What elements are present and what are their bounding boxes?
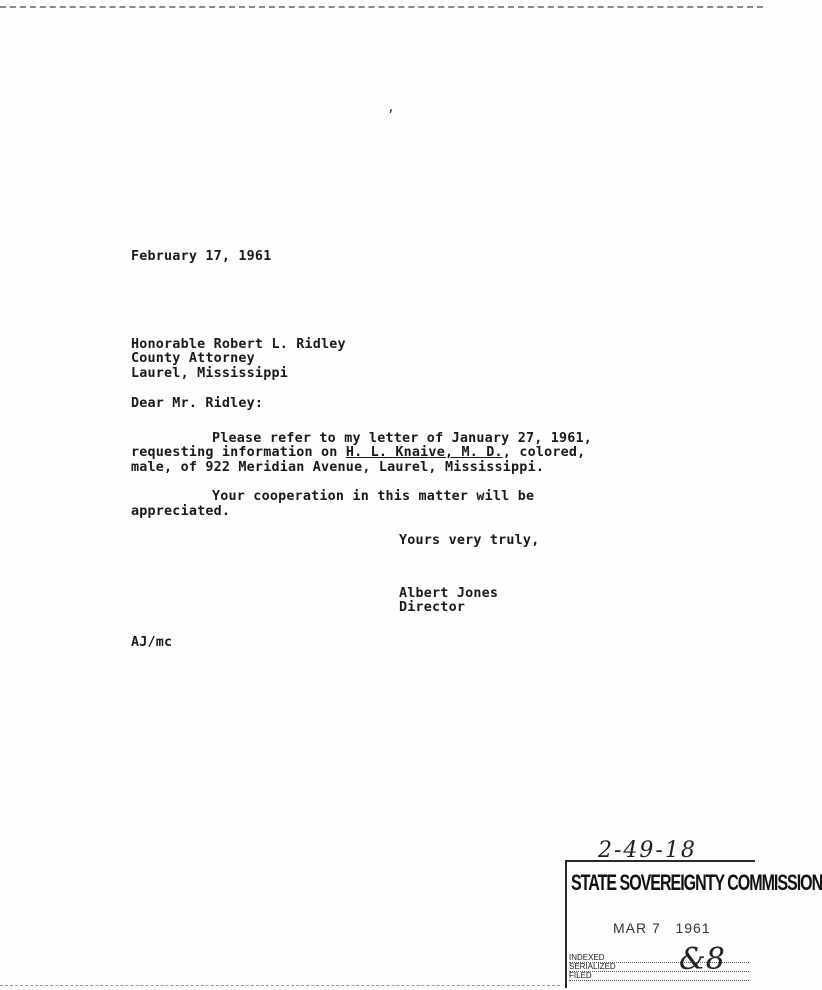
top-border — [0, 0, 763, 8]
salutation: Dear Mr. Ridley: — [131, 396, 264, 411]
stray-mark: ʼ — [387, 108, 395, 122]
bottom-border — [0, 985, 560, 986]
text-segment: , colored, — [502, 445, 586, 460]
address-line: Laurel, Mississippi — [131, 365, 288, 381]
stamp-field-filed: FILED — [569, 972, 749, 981]
commission-stamp — [565, 860, 822, 988]
closing: Yours very truly, — [399, 533, 540, 548]
paragraph-line: appreciated. — [131, 503, 231, 519]
paragraph-line: Please refer to my letter of January 27, 1961, — [212, 430, 593, 446]
paragraph-line: male, of 922 Meridian Avenue, Laurel, Mississippi. — [131, 459, 545, 475]
stamp-field-serialized: SERIALIZED — [569, 963, 749, 972]
signer-title: Director — [399, 600, 466, 615]
paragraph-line — [131, 446, 671, 461]
signature-block — [399, 587, 671, 616]
recipient-address — [131, 338, 671, 382]
paragraph-1 — [131, 432, 671, 476]
address-line: Honorable Robert L. Ridley — [131, 336, 346, 352]
letter-date: February 17, 1961 — [131, 249, 272, 264]
stamp-date: MAR 7 1961 — [613, 920, 711, 936]
handwritten-file-number: 2-49-18 — [598, 838, 697, 863]
paragraph-line: Your cooperation in this matter will be — [212, 489, 535, 504]
underlined-name: H. L. Knaive, M. D. — [345, 445, 503, 460]
stamp-field-indexed: INDEXED — [569, 954, 749, 963]
stamp-handwritten-initials: &8 — [679, 942, 725, 977]
stamp-title: STATE SOVEREIGNTY COMMISSION — [571, 872, 822, 896]
signer-name: Albert Jones — [399, 585, 499, 601]
letter-body — [131, 250, 671, 650]
typist-initials: AJ/mc — [131, 634, 173, 650]
address-line: County Attorney — [131, 351, 255, 366]
paragraph-2 — [131, 490, 671, 519]
text-segment: requesting information on — [131, 445, 346, 460]
